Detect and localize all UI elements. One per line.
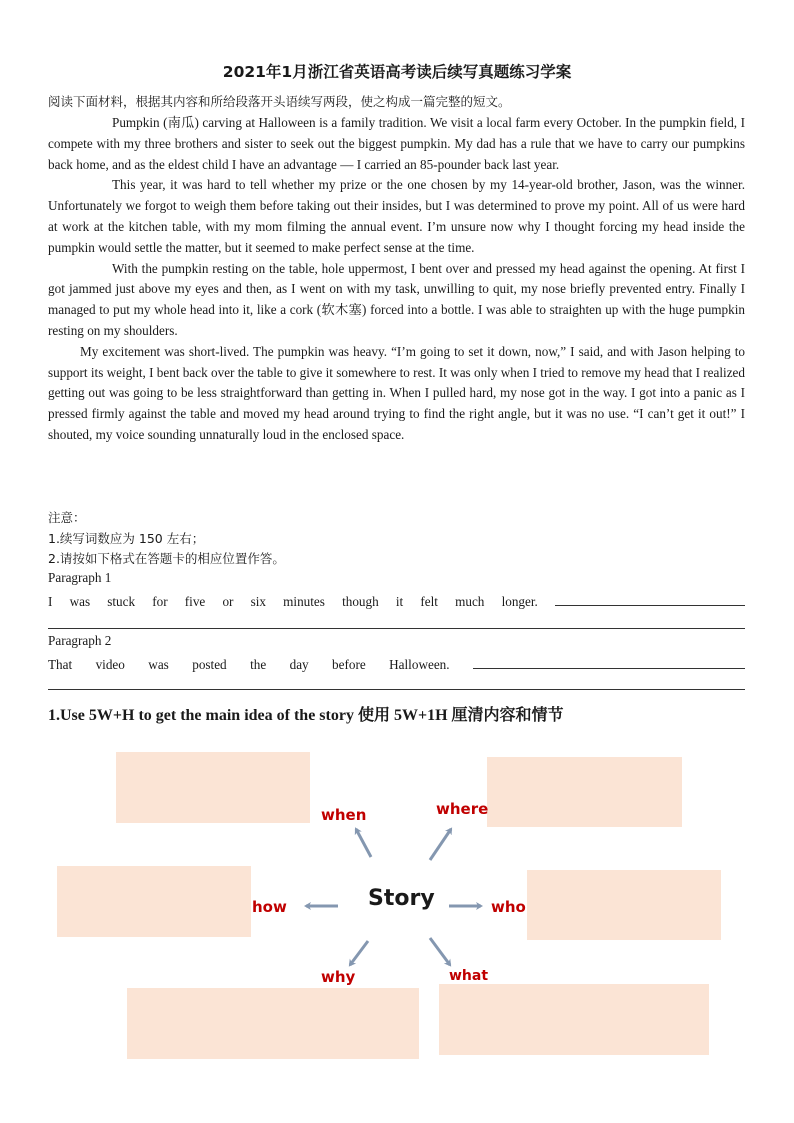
p1-word: much bbox=[455, 594, 485, 609]
p2-word: That bbox=[48, 657, 73, 672]
p1-word: or bbox=[222, 594, 234, 609]
passage-paragraph-3: With the pumpkin resting on the table, hole uppermost, I bent over and pressed my head against the opening. At first I got jammed just above my eyes and then, as I went on with my task, unwilling to quit, my nose briefly prevented entry. Finally I managed to put my whole head into it, like a cork (软木塞) forced into a bottle. I was able to straighten up with the huge pumpkin resting on my shoulders. bbox=[48, 260, 745, 338]
arrow-to-what bbox=[430, 938, 450, 965]
p1-word: though bbox=[342, 594, 379, 609]
passage-paragraph-1: Pumpkin (南瓜) carving at Halloween is a family tradition. We visit a local farm every October. In the pumpkin field, I compete with my three brothers and sister to seek out the biggest pumpkin. My dad has a rule that we have to carry our pumpkins back home, and as the eldest child I have an advantage — I carried an 85-pounder back last year. bbox=[48, 115, 745, 172]
p1-word: stuck bbox=[107, 594, 136, 609]
what-label: what bbox=[449, 968, 489, 984]
paragraph-2-label: Paragraph 2 bbox=[48, 633, 112, 648]
p2-word: was bbox=[148, 657, 169, 672]
p1-word: felt bbox=[420, 594, 438, 609]
instruction-text: 阅读下面材料，根据其内容和所给段落开头语续写两段，使之构成一篇完整的短文。 bbox=[48, 94, 511, 109]
arrow-to-where bbox=[430, 829, 451, 860]
passage-paragraph-2: This year, it was hard to tell whether my prize or the one chosen by my 14-year-old brother, Jason, was the winner. Unfortunately we forgot to weigh them before taking out their insides, but I was determined to prove my point. All of us were hard at work at the kitchen table, with my mom filming the annual event. I’m unsure now why I thought forcing my head inside the pumpkin would settle the matter, but it seemed to make perfect sense at the time. bbox=[48, 177, 745, 255]
how-label: how bbox=[252, 898, 287, 916]
page-title: 2021年1月浙江省英语高考读后续写真题练习学案 bbox=[222, 63, 572, 81]
paragraph-1-label: Paragraph 1 bbox=[48, 570, 112, 585]
p2-word: posted bbox=[192, 657, 227, 672]
story-center-label: Story bbox=[368, 886, 435, 911]
p1-word: was bbox=[69, 594, 91, 609]
notes-item-2: 2.请按如下格式在答题卡的相应位置作答。 bbox=[48, 551, 285, 566]
notes-item-1: 1.续写词数应为 150 左右； bbox=[48, 530, 205, 546]
why-label: why bbox=[321, 968, 356, 986]
p1-word: five bbox=[184, 594, 206, 609]
who-label: who bbox=[491, 898, 526, 916]
p2-word: the bbox=[250, 657, 267, 672]
p1-word: longer. bbox=[501, 594, 538, 609]
section-title: 1.Use 5W+H to get the main idea of the story 使用 5W+1H 厘清内容和情节 bbox=[48, 707, 564, 724]
p2-word: day bbox=[289, 657, 309, 672]
arrow-to-when bbox=[356, 829, 371, 857]
p2-word: before bbox=[332, 657, 366, 672]
p1-word: six bbox=[250, 594, 266, 609]
when-label: when bbox=[321, 806, 367, 824]
passage-paragraph-4: My excitement was short-lived. The pumpkin was heavy. “I’m going to set it down, now,” I said, and with Jason helping to support its weight, I bent back over the table to give it somewhere to rest. It was only when I tried to remove my head that I realized getting out was going to be less straightforward than getting in. When I pulled hard, my nose got in the way. I got into a panic as I pressed firmly against the table and moved my head around trying to find the right angle, but it was no use. “I can’t get it out!” I shouted, my voice sounding unnaturally loud in the enclosed space. bbox=[48, 343, 745, 442]
p1-word: minutes bbox=[283, 594, 325, 609]
p1-word: for bbox=[152, 594, 168, 609]
p2-word: Halloween. bbox=[389, 657, 450, 672]
p1-word: I bbox=[48, 594, 53, 609]
p1-word: it bbox=[395, 594, 404, 609]
where-label: where bbox=[436, 800, 489, 818]
notes-heading: 注意： bbox=[48, 510, 86, 525]
p2-word: video bbox=[95, 657, 125, 672]
arrow-to-why bbox=[350, 941, 368, 965]
